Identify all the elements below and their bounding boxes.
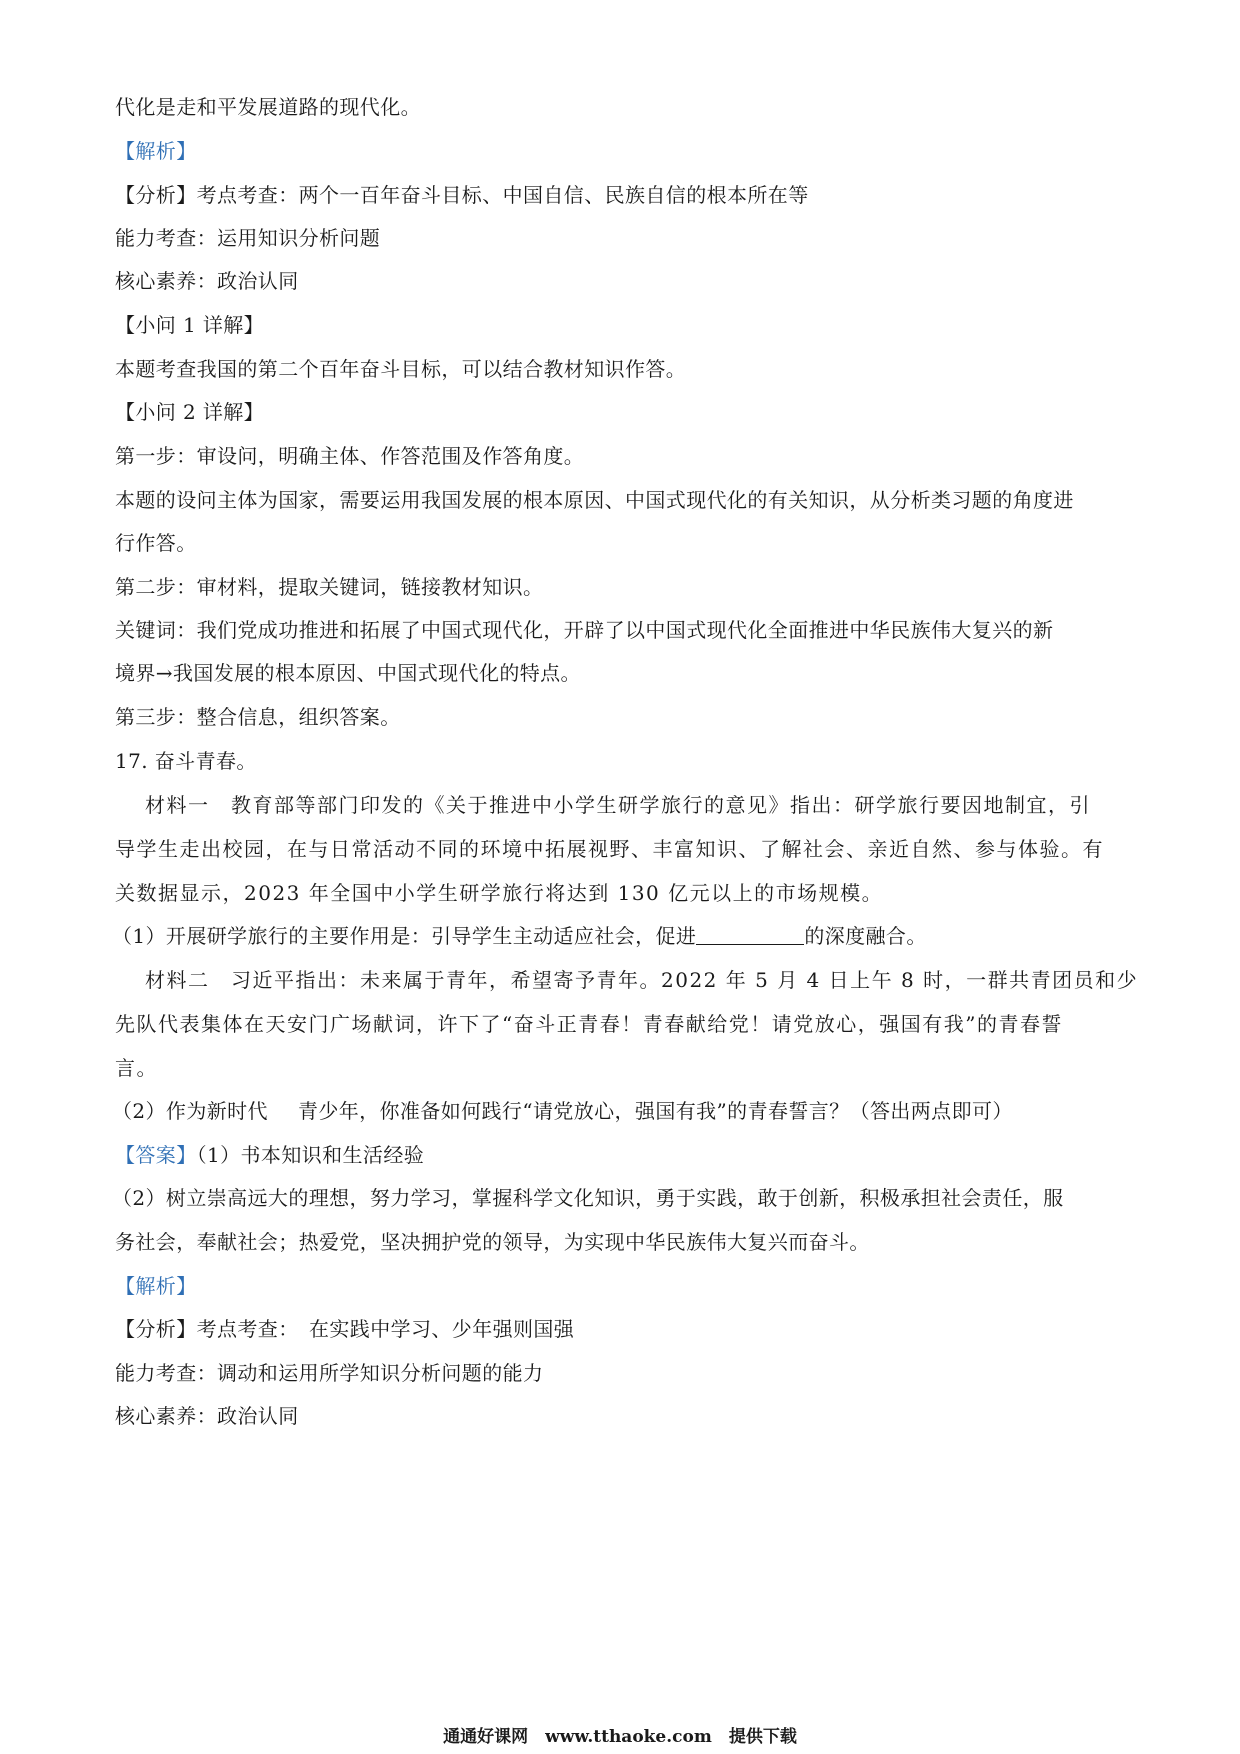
text-line: 第二步：审材料，提取关键词，链接教材知识。 xyxy=(115,575,544,599)
text-line: 代化是走和平发展道路的现代化。 xyxy=(115,95,421,119)
question-part-1-text: （1）开展研学旅行的主要作用是：引导学生主动适应社会，促进 xyxy=(112,924,697,948)
question-part-2 xyxy=(112,1096,1013,1126)
text-line: 境界→我国发展的根本原因、中国式现代化的特点。 xyxy=(115,661,581,685)
section-heading-analysis: 【解析】 xyxy=(115,1274,197,1298)
text-line: 本题的设问主体为国家，需要运用我国发展的根本原因、中国式现代化的有关知识，从分析类习题的角度进 xyxy=(115,488,1074,512)
answer-part-2-line: （2）树立崇高远大的理想，努力学习，掌握科学文化知识，勇于实践，敢于创新，积极承担社会责任，服 xyxy=(112,1186,1064,1210)
sub-question-heading: 【小问 2 详解】 xyxy=(115,400,265,424)
text-line: 本题考查我国的第二个百年奋斗目标，可以结合教材知识作答。 xyxy=(115,357,687,381)
text-line: 能力考查：调动和运用所学知识分析问题的能力 xyxy=(115,1361,544,1385)
footer-watermark: 通通好课网 www.tthaoke.com 提供下载 xyxy=(443,1727,797,1747)
material-two-line: 材料二 习近平指出：未来属于青年，希望寄予青年。2022 年 5 月 4 日上午 8 时，一群共青团员和少 xyxy=(145,968,1139,992)
text-line: 第一步：审设问，明确主体、作答范围及作答角度。 xyxy=(115,444,585,468)
text-line: 【分析】考点考查： 在实践中学习、少年强则国强 xyxy=(115,1317,575,1341)
answer-label: 【答案】 xyxy=(115,1143,197,1167)
text-line: 【分析】考点考查：两个一百年奋斗目标、中国自信、民族自信的根本所在等 xyxy=(115,183,809,207)
text-line: 核心素养：政治认同 xyxy=(115,1404,299,1428)
material-one-line: 导学生走出校园，在与日常活动不同的环境中拓展视野、丰富知识、了解社会、亲近自然、参与体验。有 xyxy=(115,837,1104,861)
section-heading-analysis: 【解析】 xyxy=(115,139,197,163)
text-line: 第三步：整合信息，组织答案。 xyxy=(115,705,401,729)
material-one-line: 关数据显示，2023 年全国中小学生研学旅行将达到 130 亿元以上的市场规模。 xyxy=(115,881,884,905)
question-title: 17. 奋斗青春。 xyxy=(115,749,257,773)
answer-line xyxy=(115,1140,424,1170)
material-two-line: 言。 xyxy=(115,1056,158,1080)
text-line: 关键词：我们党成功推进和拓展了中国式现代化，开辟了以中国式现代化全面推进中华民族伟大复兴的新 xyxy=(115,618,1054,642)
question-part-2-text: 青少年，你准备如何践行“请党放心，强国有我”的青春誓言？（答出两点即可） xyxy=(297,1099,1013,1123)
answer-part-1: （1）书本知识和生活经验 xyxy=(196,1143,425,1167)
text-line: 核心素养：政治认同 xyxy=(115,269,299,293)
text-line: 行作答。 xyxy=(115,531,197,555)
sub-question-heading: 【小问 1 详解】 xyxy=(115,313,265,337)
question-part-2-text: （2）作为新时代 xyxy=(112,1099,268,1123)
material-two-line: 先队代表集体在天安门广场献词，许下了“奋斗正青春！青春献给党！请党放心，强国有我”的青春誓 xyxy=(115,1012,1063,1036)
question-part-1-suffix: 的深度融合。 xyxy=(804,924,927,948)
answer-part-2-line: 务社会，奉献社会；热爱党，坚决拥护党的领导，为实现中华民族伟大复兴而奋斗。 xyxy=(115,1230,870,1254)
text-line: 能力考查：运用知识分析问题 xyxy=(115,226,381,250)
answer-blank[interactable] xyxy=(696,922,804,945)
question-part-1 xyxy=(112,921,927,951)
material-one-line: 材料一 教育部等部门印发的《关于推进中小学生研学旅行的意见》指出：研学旅行要因地制宜，引 xyxy=(145,793,1091,817)
